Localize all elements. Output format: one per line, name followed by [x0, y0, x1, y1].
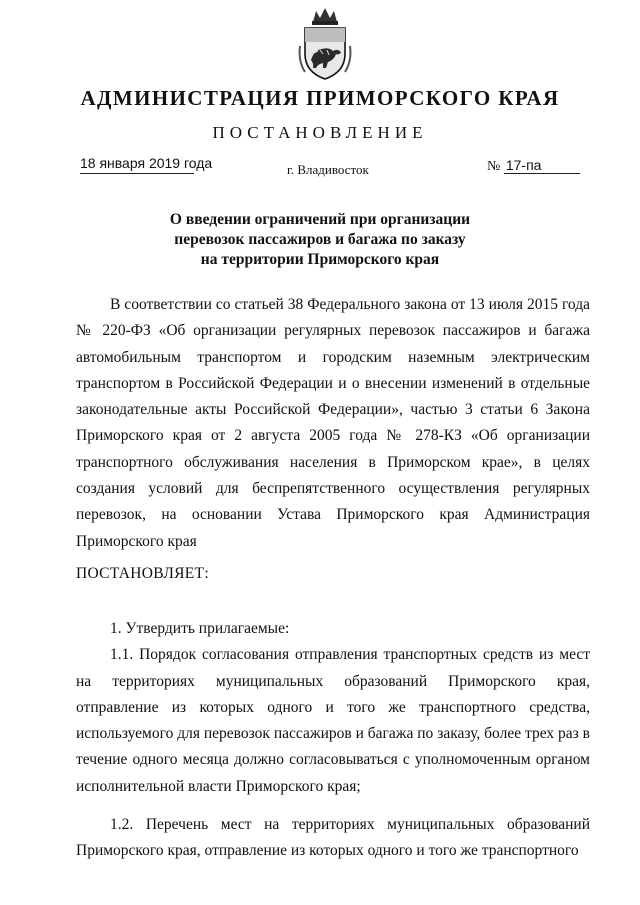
preamble-block — [76, 292, 590, 555]
document-type: ПОСТАНОВЛЕНИЕ — [212, 123, 428, 142]
clause-paragraph: 1.2. Перечень мест на территориях муниципальных образований Приморского края, отправление из которых одного и того же транспортного — [76, 816, 590, 860]
document-city: г. Владивосток — [287, 162, 369, 177]
clauses-block — [76, 616, 590, 865]
primorsky-krai-coat-of-arms-icon — [296, 6, 354, 82]
title-line: перевозок пассажиров и багажа по заказу — [174, 231, 466, 248]
title-line: на территории Приморского края — [200, 251, 440, 268]
clause-paragraph: 1.1. Порядок согласования отправления транспортных средств из мест на территориях муниципальных образований Приморского края, отправление из которых одного и того же транспортного средства, используемого для перевозок пассажиров и багажа по заказу, более трех раз в течение одного месяца должно согласовываться с уполномоченным органом исполнительной власти Приморского края; — [76, 646, 590, 795]
title-line: О введении ограничений при организации — [169, 211, 471, 228]
number-prefix: № — [487, 159, 501, 174]
document-date: 18 января 2019 года — [80, 155, 194, 174]
organization-title: АДМИНИСТРАЦИЯ ПРИМОРСКОГО КРАЯ — [80, 86, 560, 110]
preamble-paragraph: В соответствии со статьей 38 Федерального закона от 13 июля 2015 года № 220-ФЗ «Об организации регулярных перевозок пассажиров и багажа автомобильным транспортом и городским наземным электрическим транспортом в Российской Федерации и о внесении изменений в отдельные законодательные акты Российской Федерации», частью 3 статьи 6 Закона Приморского края от 2 августа 2005 года № 278-КЗ «Об организации транспортного обслуживания населения в Приморском крае», в целях создания условий для беспрепятственного осуществления регулярных перевозок, на основании Устава Приморского края Администрация Приморского края — [76, 296, 590, 550]
number-value: 17-па — [504, 157, 580, 174]
document-title — [0, 210, 640, 270]
clause-paragraph: 1. Утвердить прилагаемые: — [110, 620, 290, 637]
coat-of-arms-emblem — [296, 6, 354, 82]
document-number — [487, 157, 580, 175]
decree-word: ПОСТАНОВЛЯЕТ: — [76, 565, 209, 582]
